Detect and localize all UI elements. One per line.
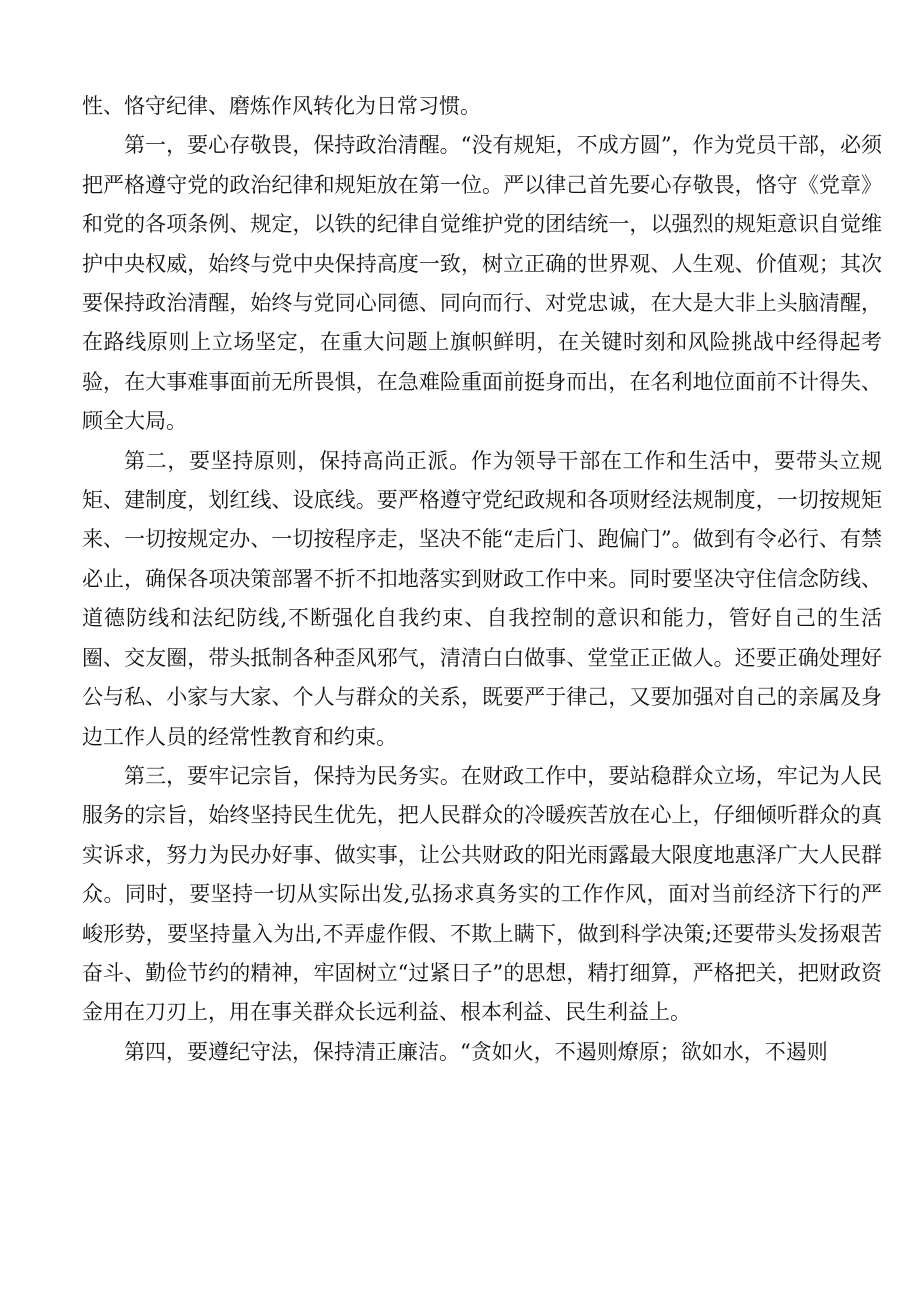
document-page [82, 87, 882, 1072]
paragraph-second-point: 第二，要坚持原则，保持高尚正派。作为领导干部在工作和生活中，要带头立规矩、建制度，划红线、设底线。要严格遵守党纪政规和各项财经法规制度，一切按规矩来、一切按规定办、一切按程序走，坚决不能“走后门、跑偏门”。做到有令必行、有禁必止，确保各项决策部署不折不扣地落实到财政工作中来。同时要坚决守住信念防线、道德防线和法纪防线,不断强化自我约束、自我控制的意识和能力，管好自己的生活圈、交友圈，带头抵制各种歪风邪气，清清白白做事、堂堂正正做人。还要正确处理好公与私、小家与大家、个人与群众的关系，既要严于律己，又要加强对自己的亲属及身边工作人员的经常性教育和约束。 [82, 448, 882, 749]
paragraph-third-point: 第三，要牢记宗旨，保持为民务实。在财政工作中，要站稳群众立场，牢记为人民服务的宗旨，始终坚持民生优先，把人民群众的冷暖疾苦放在心上，仔细倾听群众的真实诉求，努力为民办好事、做实事，让公共财政的阳光雨露最大限度地惠泽广大人民群众。同时，要坚持一切从实际出发,弘扬求真务实的工作作风，面对当前经济下行的严峻形势，要坚持量入为出,不弄虚作假、不欺上瞒下，做到科学决策;还要带头发扬艰苦奋斗、勤俭节约的精神，牢固树立“过紧日子”的思想，精打细算，严格把关，把财政资金用在刀刃上，用在事关群众长远利益、根本利益、民生利益上。 [82, 763, 882, 1025]
paragraph-fourth-point: 第四，要遵纪守法，保持清正廉洁。“贪如火，不遏则燎原；欲如水，不遏则 [124, 1039, 828, 1064]
paragraph-first-point: 第一，要心存敬畏，保持政治清醒。“没有规矩，不成方圆”，作为党员干部，必须把严格遵守党的政治纪律和规矩放在第一位。严以律己首先要心存敬畏，恪守《党章》和党的各项条例、规定，以铁的纪律自觉维护党的团结统一，以强烈的规矩意识自觉维护中央权威，始终与党中央保持高度一致，树立正确的世界观、人生观、价值观；其次要保持政治清醒，始终与党同心同德、同向而行、对党忠诚，在大是大非上头脑清醒，在路线原则上立场坚定，在重大问题上旗帜鲜明，在关键时刻和风险挑战中经得起考验，在大事难事面前无所畏惧，在急难险重面前挺身而出，在名利地位面前不计得失、顾全大局。 [82, 133, 882, 434]
paragraph-continuation: 性、恪守纪律、磨炼作风转化为日常习惯。 [82, 94, 481, 118]
